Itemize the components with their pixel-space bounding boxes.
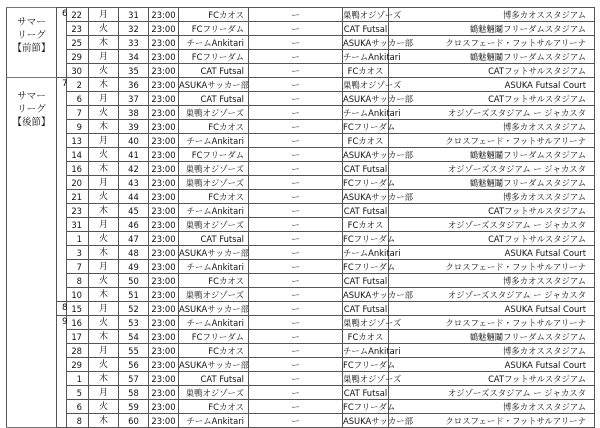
match-row xyxy=(7,274,595,288)
weekday-cell: 月 xyxy=(89,302,119,316)
home-team-cell: CAT Futsal xyxy=(179,372,249,386)
weekday-cell: 月 xyxy=(89,50,119,64)
away-team-cell: チームAnkitari xyxy=(343,51,401,62)
match-no-cell: 33 xyxy=(119,36,149,50)
match-no-cell: 35 xyxy=(119,64,149,78)
match-row xyxy=(7,302,595,316)
away-team-cell: FCフリーダム xyxy=(343,359,396,370)
venue-cell: ASUKA Futsal Court xyxy=(389,78,595,92)
match-no-cell: 43 xyxy=(119,176,149,190)
match-row xyxy=(7,8,595,22)
home-team-cell: CAT Futsal xyxy=(179,92,249,106)
away-team-cell: ASUKAサッカー部 xyxy=(343,289,413,300)
away-team-cell: CAT Futsal xyxy=(343,275,388,286)
match-row xyxy=(7,162,595,176)
home-team-cell: FCカオス xyxy=(179,274,249,288)
venue-cell: ASUKA Futsal Court xyxy=(389,246,595,260)
versus-mark: ー xyxy=(249,372,343,386)
home-team-cell: チームAnkitari xyxy=(179,260,249,274)
venue-cell: ASUKA Futsal Court xyxy=(389,302,595,316)
versus-mark: ー xyxy=(249,106,343,120)
day-cell: 16 xyxy=(67,316,89,330)
venue-cell: オジゾーズスタジアム ー ジャカスタ xyxy=(389,106,595,120)
match-row xyxy=(7,372,595,386)
venue-cell: オジゾーズスタジアム ー ジャカスタ xyxy=(389,386,595,400)
home-team-cell: FCカオス xyxy=(179,190,249,204)
weekday-cell: 火 xyxy=(89,22,119,36)
time-cell: 23:00 xyxy=(149,246,179,260)
home-team-cell: ASUKAサッカー部 xyxy=(179,247,249,258)
home-team-cell: CAT Futsal xyxy=(179,64,249,78)
time-cell: 23:00 xyxy=(149,358,179,372)
home-team-cell: チームAnkitari xyxy=(179,134,249,148)
home-team-cell: FCカオス xyxy=(179,120,249,134)
weekday-cell: 火 xyxy=(89,190,119,204)
versus-mark: ー xyxy=(249,64,343,78)
match-no-cell: 56 xyxy=(119,358,149,372)
versus-mark: ー xyxy=(249,218,343,232)
match-no-cell: 41 xyxy=(119,148,149,162)
time-cell: 23:00 xyxy=(149,414,179,428)
match-row xyxy=(7,92,595,106)
day-cell: 5 xyxy=(67,386,89,400)
month-label: 9 xyxy=(57,316,67,428)
away-team-cell: チームAnkitari xyxy=(343,345,401,356)
day-cell: 16 xyxy=(67,162,89,176)
day-cell: 1 xyxy=(67,232,89,246)
day-cell: 8 xyxy=(67,274,89,288)
match-no-cell: 49 xyxy=(119,260,149,274)
venue-cell: CATフットサルスタジアム xyxy=(389,64,595,78)
time-cell: 23:00 xyxy=(149,106,179,120)
day-cell: 22 xyxy=(67,8,89,22)
venue-cell: 鶴魅魎鬮フリーダムスタジアム xyxy=(389,22,595,36)
weekday-cell: 月 xyxy=(89,176,119,190)
day-cell: 7 xyxy=(67,106,89,120)
away-team-cell: FCカオス xyxy=(343,330,389,344)
versus-mark: ー xyxy=(249,190,343,204)
section-label-line: リーグ xyxy=(17,30,46,41)
home-team-cell: チームAnkitari xyxy=(179,204,249,218)
time-cell: 23:00 xyxy=(149,302,179,316)
venue-cell: クロスフェード・フットサルアリーナ xyxy=(389,316,595,330)
away-team-cell: FCフリーダム xyxy=(343,401,396,412)
venue-cell: CATフットサルスタジアム xyxy=(389,92,595,106)
versus-mark: ー xyxy=(249,162,343,176)
versus-mark: ー xyxy=(249,330,343,344)
home-team-cell: CAT Futsal xyxy=(179,232,249,246)
time-cell: 23:00 xyxy=(149,260,179,274)
away-team-cell: チームAnkitari xyxy=(343,247,401,258)
match-no-cell: 54 xyxy=(119,330,149,344)
versus-mark: ー xyxy=(249,246,343,260)
home-team-cell: 巣鴨オジゾーズ xyxy=(179,288,249,302)
weekday-cell: 月 xyxy=(89,344,119,358)
away-team-cell: FCカオス xyxy=(343,64,389,78)
weekday-cell: 木 xyxy=(89,120,119,134)
time-cell: 23:00 xyxy=(149,372,179,386)
versus-mark: ー xyxy=(249,36,343,50)
venue-cell: ASUKA Futsal Court xyxy=(389,358,595,372)
match-no-cell: 39 xyxy=(119,120,149,134)
venue-cell: 鶴魅魎鬮フリーダムスタジアム xyxy=(389,176,595,190)
match-no-cell: 42 xyxy=(119,162,149,176)
weekday-cell: 木 xyxy=(89,414,119,428)
day-cell: 7 xyxy=(67,260,89,274)
section-label-line: リーグ xyxy=(17,104,46,115)
match-row xyxy=(7,190,595,204)
versus-mark: ー xyxy=(249,358,343,372)
home-team-cell: チームAnkitari xyxy=(179,414,249,428)
time-cell: 23:00 xyxy=(149,204,179,218)
away-team-cell: FCカオス xyxy=(343,134,389,148)
venue-cell: オジゾーズスタジアム ー ジャカスタ xyxy=(389,288,595,302)
venue-cell: 博多カオススタジアム xyxy=(389,120,595,134)
time-cell: 23:00 xyxy=(149,162,179,176)
versus-mark: ー xyxy=(249,316,343,330)
match-row xyxy=(7,414,595,428)
day-cell: 17 xyxy=(67,330,89,344)
match-row xyxy=(7,148,595,162)
weekday-cell: 火 xyxy=(89,232,119,246)
weekday-cell: 月 xyxy=(89,92,119,106)
match-no-cell: 48 xyxy=(119,246,149,260)
league-section-label xyxy=(7,78,57,428)
home-team-cell: FCフリーダム xyxy=(179,148,249,162)
home-team-cell: チームAnkitari xyxy=(179,316,249,330)
home-team-cell: チームAnkitari xyxy=(179,36,249,50)
time-cell: 23:00 xyxy=(149,92,179,106)
weekday-cell: 月 xyxy=(89,8,119,22)
day-cell: 13 xyxy=(67,134,89,148)
venue-cell: クロスフェード・フットサルアリーナ xyxy=(389,36,595,50)
day-cell: 3 xyxy=(67,246,89,260)
weekday-cell: 木 xyxy=(89,78,119,92)
home-team-cell: ASUKAサッカー部 xyxy=(179,359,249,370)
venue-cell: 博多カオススタジアム xyxy=(389,274,595,288)
venue-cell: クロスフェード・フットサルアリーナ xyxy=(389,260,595,274)
day-cell: 30 xyxy=(67,64,89,78)
time-cell: 23:00 xyxy=(149,344,179,358)
day-cell: 29 xyxy=(67,50,89,64)
month-label: 8 xyxy=(57,302,67,316)
weekday-cell: 木 xyxy=(89,246,119,260)
versus-mark: ー xyxy=(249,176,343,190)
versus-mark: ー xyxy=(249,260,343,274)
match-no-cell: 50 xyxy=(119,274,149,288)
time-cell: 23:00 xyxy=(149,134,179,148)
away-team-cell: 巣鴨オジゾーズ xyxy=(343,9,402,20)
home-team-cell: FCフリーダム xyxy=(179,330,249,344)
day-cell: 14 xyxy=(67,148,89,162)
match-row xyxy=(7,260,595,274)
match-row xyxy=(7,288,595,302)
time-cell: 23:00 xyxy=(149,148,179,162)
match-row xyxy=(7,344,595,358)
away-team-cell: ASUKAサッカー部 xyxy=(343,149,413,160)
time-cell: 23:00 xyxy=(149,64,179,78)
day-cell: 21 xyxy=(67,190,89,204)
match-row xyxy=(7,218,595,232)
away-team-cell: CAT Futsal xyxy=(343,23,388,34)
weekday-cell: 木 xyxy=(89,204,119,218)
match-row xyxy=(7,330,595,344)
day-cell: 25 xyxy=(67,36,89,50)
match-no-cell: 51 xyxy=(119,288,149,302)
day-cell: 28 xyxy=(67,344,89,358)
venue-cell: クロスフェード・フットサルアリーナ xyxy=(389,134,595,148)
versus-mark: ー xyxy=(249,8,343,22)
weekday-cell: 月 xyxy=(89,260,119,274)
home-team-cell: ASUKAサッカー部 xyxy=(179,79,249,90)
match-no-cell: 32 xyxy=(119,22,149,36)
home-team-cell: 巣鴨オジゾーズ xyxy=(179,386,249,400)
time-cell: 23:00 xyxy=(149,400,179,414)
weekday-cell: 火 xyxy=(89,148,119,162)
match-row xyxy=(7,386,595,400)
match-row xyxy=(7,316,595,330)
day-cell: 10 xyxy=(67,288,89,302)
weekday-cell: 月 xyxy=(89,134,119,148)
away-team-cell: 巣鴨オジゾーズ xyxy=(343,317,402,328)
away-team-cell: CAT Futsal xyxy=(343,205,388,216)
home-team-cell: FCカオス xyxy=(179,400,249,414)
weekday-cell: 木 xyxy=(89,288,119,302)
match-row xyxy=(7,106,595,120)
time-cell: 23:00 xyxy=(149,190,179,204)
day-cell: 20 xyxy=(67,176,89,190)
home-team-cell: 巣鴨オジゾーズ xyxy=(179,106,249,120)
home-team-cell: FCカオス xyxy=(179,344,249,358)
time-cell: 23:00 xyxy=(149,386,179,400)
away-team-cell: FCフリーダム xyxy=(343,233,396,244)
match-no-cell: 45 xyxy=(119,204,149,218)
weekday-cell: 火 xyxy=(89,316,119,330)
match-no-cell: 60 xyxy=(119,414,149,428)
match-no-cell: 37 xyxy=(119,92,149,106)
match-row xyxy=(7,232,595,246)
versus-mark: ー xyxy=(249,344,343,358)
day-cell: 6 xyxy=(67,400,89,414)
match-row xyxy=(7,36,595,50)
weekday-cell: 木 xyxy=(89,36,119,50)
venue-cell: 博多カオススタジアム xyxy=(389,190,595,204)
venue-cell: オジゾーズスタジアム ー ジャカスタ xyxy=(389,162,595,176)
versus-mark: ー xyxy=(249,50,343,64)
section-label-line: サマー xyxy=(17,91,46,102)
match-no-cell: 44 xyxy=(119,190,149,204)
venue-cell: CATフットサルスタジアム xyxy=(389,372,595,386)
home-team-cell: FCフリーダム xyxy=(179,22,249,36)
match-no-cell: 53 xyxy=(119,316,149,330)
versus-mark: ー xyxy=(249,22,343,36)
day-cell: 6 xyxy=(67,92,89,106)
time-cell: 23:00 xyxy=(149,288,179,302)
weekday-cell: 火 xyxy=(89,400,119,414)
match-row xyxy=(7,134,595,148)
match-row xyxy=(7,358,595,372)
home-team-cell: FCフリーダム xyxy=(179,50,249,64)
away-team-cell: FCフリーダム xyxy=(343,177,396,188)
versus-mark: ー xyxy=(249,400,343,414)
match-row xyxy=(7,204,595,218)
away-team-cell: チームAnkitari xyxy=(343,107,401,118)
match-no-cell: 47 xyxy=(119,232,149,246)
venue-cell: クロスフェード・フットサルアリーナ xyxy=(389,414,595,428)
match-no-cell: 40 xyxy=(119,134,149,148)
versus-mark: ー xyxy=(249,204,343,218)
weekday-cell: 木 xyxy=(89,330,119,344)
match-no-cell: 55 xyxy=(119,344,149,358)
section-label-line: 【前節】 xyxy=(12,43,51,54)
match-row xyxy=(7,50,595,64)
versus-mark: ー xyxy=(249,120,343,134)
versus-mark: ー xyxy=(249,414,343,428)
match-no-cell: 31 xyxy=(119,8,149,22)
versus-mark: ー xyxy=(249,148,343,162)
away-team-cell: ASUKAサッカー部 xyxy=(343,93,413,104)
time-cell: 23:00 xyxy=(149,176,179,190)
venue-cell: オジゾーズスタジアム ー ジャカスタ xyxy=(389,218,595,232)
time-cell: 23:00 xyxy=(149,218,179,232)
home-team-cell: 巣鴨オジゾーズ xyxy=(179,176,249,190)
weekday-cell: 木 xyxy=(89,372,119,386)
day-cell: 1 xyxy=(67,372,89,386)
away-team-cell: 巣鴨オジゾーズ xyxy=(343,373,402,384)
weekday-cell: 火 xyxy=(89,64,119,78)
away-team-cell: CAT Futsal xyxy=(343,387,388,398)
weekday-cell: 月 xyxy=(89,218,119,232)
match-row xyxy=(7,22,595,36)
match-row xyxy=(7,64,595,78)
away-team-cell: ASUKAサッカー部 xyxy=(343,191,413,202)
match-row xyxy=(7,120,595,134)
versus-mark: ー xyxy=(249,134,343,148)
day-cell: 9 xyxy=(67,120,89,134)
weekday-cell: 木 xyxy=(89,162,119,176)
away-team-cell: ASUKAサッカー部 xyxy=(343,37,413,48)
day-cell: 23 xyxy=(67,204,89,218)
month-label: 7 xyxy=(57,78,67,302)
versus-mark: ー xyxy=(249,274,343,288)
away-team-cell: FCフリーダム xyxy=(343,261,396,272)
match-no-cell: 58 xyxy=(119,386,149,400)
venue-cell: 博多カオススタジアム xyxy=(389,400,595,414)
home-team-cell: 巣鴨オジゾーズ xyxy=(179,218,249,232)
versus-mark: ー xyxy=(249,232,343,246)
day-cell: 31 xyxy=(67,218,89,232)
home-team-cell: 巣鴨オジゾーズ xyxy=(179,162,249,176)
versus-mark: ー xyxy=(249,302,343,316)
home-team-cell: ASUKAサッカー部 xyxy=(179,303,249,314)
match-no-cell: 38 xyxy=(119,106,149,120)
venue-cell: CATフットサルスタジアム xyxy=(389,232,595,246)
match-row xyxy=(7,78,595,92)
time-cell: 23:00 xyxy=(149,50,179,64)
versus-mark: ー xyxy=(249,78,343,92)
match-row xyxy=(7,176,595,190)
time-cell: 23:00 xyxy=(149,78,179,92)
match-no-cell: 57 xyxy=(119,372,149,386)
venue-cell: 鶴魅魎鬮フリーダムスタジアム xyxy=(389,330,595,344)
versus-mark: ー xyxy=(249,288,343,302)
time-cell: 23:00 xyxy=(149,274,179,288)
time-cell: 23:00 xyxy=(149,330,179,344)
day-cell: 23 xyxy=(67,22,89,36)
weekday-cell: 火 xyxy=(89,358,119,372)
league-section-label xyxy=(7,8,57,78)
time-cell: 23:00 xyxy=(149,232,179,246)
away-team-cell: 巣鴨オジゾーズ xyxy=(343,79,402,90)
venue-cell: 博多カオススタジアム xyxy=(389,8,595,22)
time-cell: 23:00 xyxy=(149,8,179,22)
versus-mark: ー xyxy=(249,92,343,106)
home-team-cell: FCカオス xyxy=(179,8,249,22)
away-team-cell: ASUKAサッカー部 xyxy=(343,415,413,426)
section-label-line: 【後節】 xyxy=(12,117,51,128)
schedule-table xyxy=(6,7,595,428)
venue-cell: 博多カオススタジアム xyxy=(389,344,595,358)
away-team-cell: CAT Futsal xyxy=(343,163,388,174)
month-label: 6 xyxy=(57,8,67,78)
schedule-body xyxy=(7,8,595,428)
day-cell: 15 xyxy=(67,302,89,316)
versus-mark: ー xyxy=(249,386,343,400)
venue-cell: 鶴魅魎鬮フリーダムスタジアム xyxy=(389,50,595,64)
weekday-cell: 月 xyxy=(89,386,119,400)
time-cell: 23:00 xyxy=(149,316,179,330)
match-row xyxy=(7,246,595,260)
weekday-cell: 火 xyxy=(89,106,119,120)
time-cell: 23:00 xyxy=(149,120,179,134)
match-no-cell: 52 xyxy=(119,302,149,316)
day-cell: 29 xyxy=(67,358,89,372)
weekday-cell: 火 xyxy=(89,274,119,288)
time-cell: 23:00 xyxy=(149,36,179,50)
venue-cell: CATフットサルスタジアム xyxy=(389,204,595,218)
match-row xyxy=(7,400,595,414)
match-no-cell: 59 xyxy=(119,400,149,414)
day-cell: 8 xyxy=(67,414,89,428)
venue-cell: 鶴魅魎鬮フリーダムスタジアム xyxy=(389,148,595,162)
away-team-cell: FCフリーダム xyxy=(343,121,396,132)
away-team-cell: CAT Futsal xyxy=(343,303,388,314)
match-no-cell: 36 xyxy=(119,78,149,92)
match-no-cell: 46 xyxy=(119,218,149,232)
day-cell: 2 xyxy=(67,78,89,92)
match-no-cell: 34 xyxy=(119,50,149,64)
time-cell: 23:00 xyxy=(149,22,179,36)
section-label-line: サマー xyxy=(17,17,46,28)
away-team-cell: FCカオス xyxy=(343,218,389,232)
